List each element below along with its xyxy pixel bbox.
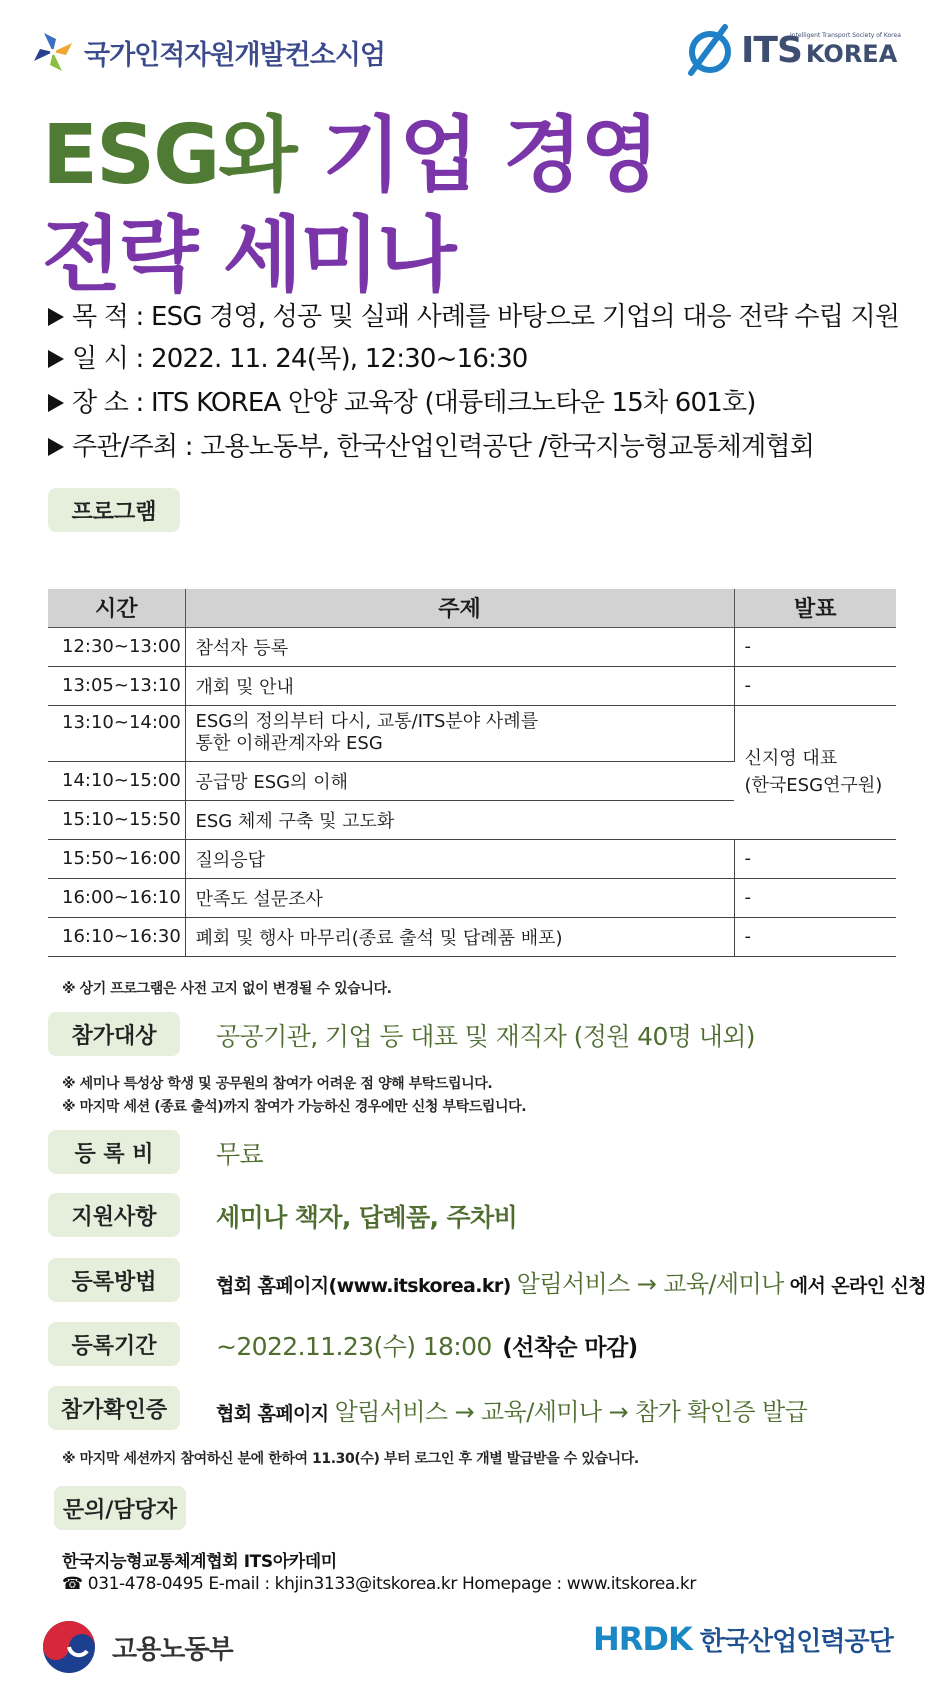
info-date (48, 338, 528, 375)
row-time: 15:50~16:00 (48, 839, 185, 878)
program-table (48, 589, 896, 957)
period-date: ~2022.11.23(수) 18:00 (216, 1332, 492, 1361)
its-korea-logo (685, 20, 901, 80)
row-topic: ESG 체제 구축 및 고도화 (185, 800, 734, 839)
table-row (48, 878, 896, 917)
row-time: 13:05~13:10 (48, 666, 185, 705)
row-topic: 개회 및 안내 (185, 666, 734, 705)
row-presenter: - (734, 917, 896, 956)
badge-program: 프로그램 (48, 488, 180, 532)
info-venue (48, 382, 756, 419)
method-prefix: 협회 홈페이지(www.itskorea.kr) (216, 1275, 511, 1297)
row-time: 16:00~16:10 (48, 878, 185, 917)
page-title-line1 (42, 108, 658, 204)
info-venue-text: 장 소 : ITS KOREA 안양 교육장 (대륭테크노타운 15차 601호) (72, 388, 756, 418)
title-green-part: ESG와 (42, 108, 296, 203)
contact-org: 한국지능형교통체계협회 ITS아카데미 (62, 1552, 337, 1572)
hrdk-logo (593, 1620, 893, 1658)
period-suffix: (선착순 마감) (502, 1335, 638, 1361)
its-brand: ITS (741, 29, 802, 71)
support-value: 세미나 책자, 답례품, 주차비 (216, 1203, 518, 1232)
row-presenter: - (734, 627, 896, 666)
row-presenter (734, 705, 896, 839)
info-purpose (48, 296, 899, 333)
row-topic: 공급망 ESG의 이해 (185, 761, 734, 800)
row-topic: 만족도 설문조사 (185, 878, 734, 917)
table-row (48, 627, 896, 666)
certificate-note: ※ 마지막 세션까지 참여하신 분에 한하여 11.30(수) 부터 로그인 후 개별 발급받을 수 있습니다. (62, 1451, 639, 1467)
its-brand-sub: KOREA (805, 40, 898, 68)
badge-contact: 문의/담당자 (54, 1486, 186, 1530)
table-row (48, 666, 896, 705)
its-logo-icon (685, 23, 735, 77)
program-note: ※ 상기 프로그램은 사전 고지 없이 변경될 수 있습니다. (62, 981, 392, 997)
table-row (48, 839, 896, 878)
contact-line: ☎ 031-478-0495 E-mail : khjin3133@itskorea.kr Homepage : www.itskorea.kr (62, 1574, 696, 1594)
period-value (216, 1327, 638, 1363)
header-time: 시간 (48, 589, 185, 627)
certificate-highlight: 알림서비스 → 교육/세미나 → 참가 확인증 발급 (334, 1398, 808, 1426)
badge-certificate: 참가확인증 (48, 1386, 180, 1430)
page-title-line2: 전략 세미나 (42, 208, 455, 303)
table-row (48, 917, 896, 956)
header-presenter: 발표 (734, 589, 896, 627)
title-purple-part: 기업 경영 (322, 108, 658, 203)
its-tagline: Intelligent Transport Society of Korea (790, 32, 901, 39)
row-time: 13:10~14:00 (48, 705, 185, 761)
table-row (48, 705, 896, 761)
table-header-row (48, 589, 896, 627)
row-topic (185, 705, 734, 761)
row-topic-line2: 통한 이해관계자와 ESG (195, 733, 383, 754)
row-topic-line1: ESG의 정의부터 다시, 교통/ITS분야 사례를 (195, 711, 539, 732)
badge-target: 참가대상 (48, 1012, 180, 1056)
row-time: 16:10~16:30 (48, 917, 185, 956)
method-suffix: 에서 온라인 신청 (789, 1275, 927, 1297)
target-value: 공공기관, 기업 등 대표 및 재직자 (정원 40명 내외) (216, 1022, 755, 1051)
info-date-text: 일 시 : 2022. 11. 24(목), 12:30~16:30 (72, 344, 528, 374)
triangle-bullet-icon (48, 394, 64, 412)
badge-fee: 등 록 비 (48, 1130, 180, 1174)
fee-value: 무료 (216, 1140, 264, 1169)
row-presenter: - (734, 878, 896, 917)
info-purpose-text: 목 적 : ESG 경영, 성공 및 실패 사례를 바탕으로 기업의 대응 전략 수립 지원 (72, 302, 900, 332)
consortium-logo (30, 28, 385, 76)
triangle-bullet-icon (48, 438, 64, 456)
method-highlight: 알림서비스 → 교육/세미나 (516, 1270, 784, 1298)
method-value (216, 1264, 926, 1299)
target-note-2: ※ 마지막 세션 (종료 출석)까지 참여가 가능하신 경우에만 신청 부탁드립니다. (62, 1099, 527, 1115)
row-presenter: - (734, 839, 896, 878)
hrdk-name: 한국산업인력공단 (699, 1626, 893, 1657)
presenter-name: 신지영 대표 (744, 748, 838, 769)
row-topic: 질의응답 (185, 839, 734, 878)
badge-period: 등록기간 (48, 1322, 180, 1366)
taegeuk-icon (40, 1618, 98, 1676)
row-topic: 폐회 및 행사 마무리(종료 출석 및 답례품 배포) (185, 917, 734, 956)
badge-method: 등록방법 (48, 1258, 180, 1302)
row-time: 14:10~15:00 (48, 761, 185, 800)
pinwheel-icon (30, 29, 76, 75)
triangle-bullet-icon (48, 350, 64, 368)
badge-support: 지원사항 (48, 1193, 180, 1237)
info-host (48, 426, 814, 463)
moel-name: 고용노동부 (112, 1634, 233, 1665)
row-time: 15:10~15:50 (48, 800, 185, 839)
header-topic: 주제 (185, 589, 734, 627)
row-time: 12:30~13:00 (48, 627, 185, 666)
info-host-text: 주관/주최 : 고용노동부, 한국산업인력공단 /한국지능형교통체계협회 (72, 432, 815, 462)
consortium-name: 국가인적자원개발컨소시엄 (84, 39, 385, 71)
row-topic: 참석자 등록 (185, 627, 734, 666)
presenter-org: (한국ESG연구원) (744, 775, 883, 796)
target-note-1: ※ 세미나 특성상 학생 및 공무원의 참여가 어려운 점 양해 부탁드립니다. (62, 1076, 493, 1092)
hrdk-mark: HRDK (593, 1620, 692, 1658)
row-presenter: - (734, 666, 896, 705)
triangle-bullet-icon (48, 308, 64, 326)
moel-logo (40, 1618, 233, 1676)
certificate-value (216, 1392, 807, 1427)
certificate-prefix: 협회 홈페이지 (216, 1403, 329, 1425)
